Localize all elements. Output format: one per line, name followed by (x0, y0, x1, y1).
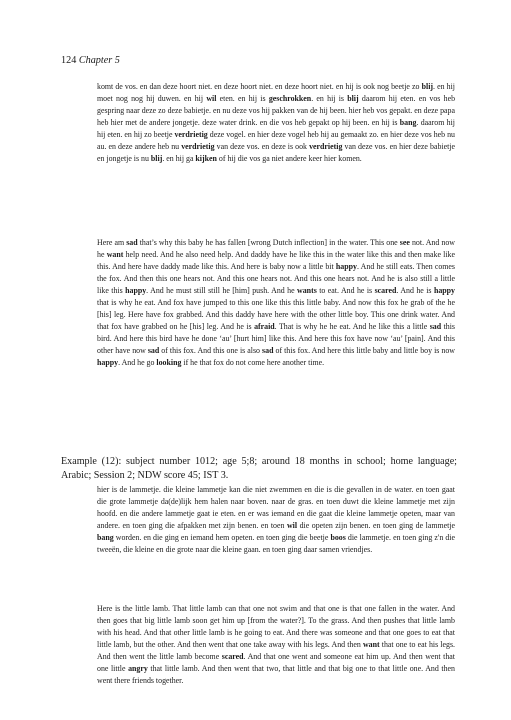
text-run: . en hij is (311, 94, 348, 104)
text-run: of this fox. And this one is also (159, 346, 263, 356)
emphasized-word: bang (97, 533, 114, 543)
text-run: this bird. And here this bird have he done ‘au’ [hurt him] like this. And here this fox have now ‘au’ [pain]. And this other have now (97, 322, 456, 356)
text-run: hier is de lammetje. die kleine lammetje kan die niet zwemmen en die is die gevallen in de water. en toen gaat die grote lammetje da(de)lijk hem halen naar boven. naar de gras. en toen duwt die kleine lammetje met zijn hoofd. en die andere lammetje gaat ie eten. en er was iemand en die gaat die kleine lammetje opeten, maar van andere. en toen ging die afpakken met zijn benen. en toen (97, 485, 455, 531)
running-header (61, 54, 120, 67)
emphasized-word: blij (421, 82, 434, 91)
emphasized-word: kijken (195, 154, 217, 164)
emphasized-word: scared (221, 652, 244, 662)
dutch-transcript-1 (97, 81, 455, 165)
emphasized-word: wil (206, 94, 217, 104)
text-run: . And he go (118, 358, 157, 368)
emphasized-word: wil (286, 521, 298, 531)
text-run: die lammetje. en toen ging z'n die tweeën, die kleine en die grote naar die kleine gaan. en toen ging daar samen vriendjes. (97, 533, 455, 555)
emphasized-word: verdrietig (309, 142, 343, 152)
text-run: that’s why this baby he has fallen [wrong Dutch inflection] in the water. This one (137, 238, 400, 247)
text-run: deze vogel. en hier deze vogel heb hij au gemaakt zo. en hier deze vos heb nu au. en deze andere heb nu (97, 130, 455, 152)
text-run: to eat. And he is (316, 286, 375, 296)
emphasized-word: happy (125, 286, 147, 296)
text-run: Here am (97, 238, 127, 247)
english-translation-1 (97, 237, 455, 370)
text-run: . And that one went and someone eat him up. And then went that one little (97, 652, 455, 674)
emphasized-word: afraid (254, 322, 275, 332)
emphasized-word: see (399, 238, 410, 247)
emphasized-word: verdrietig (174, 130, 208, 140)
text-run: . That is why he he eat. And he like this a little (274, 322, 430, 332)
emphasized-word: sad (429, 322, 442, 332)
text-run: die opeten zijn benen. en toen ging de lammetje (297, 521, 455, 531)
text-run: of this fox. And here this little baby and little boy is now (273, 346, 455, 356)
text-run: of hij die vos ga niet andere keer hier komen. (216, 154, 362, 164)
emphasized-word: blij (347, 94, 359, 104)
text-run: if he that fox do not come here another time. (181, 358, 325, 368)
emphasized-word: sad (147, 346, 160, 356)
emphasized-word: want (106, 250, 124, 260)
emphasized-word: verdrietig (181, 142, 215, 152)
example-12-heading: Example (12): subject number 1012; age 5;8; around 18 months in school; home language; Arabic; Session 2; NDW score 45; IST 3. (61, 456, 457, 481)
emphasized-word: blij (150, 154, 163, 164)
page-number: 124 (61, 55, 77, 66)
emphasized-word: looking (156, 358, 182, 368)
text-run: van deze vos. en hier deze babietje en jongetje is nu (97, 142, 456, 164)
text-run: help need. And he also need help. And daddy have he like this in the water like this and then make like this. And here have daddy made like this. And here is baby now a little bit (97, 250, 456, 272)
text-run: . en hij ga (162, 154, 196, 164)
emphasized-word: boos (330, 533, 346, 543)
text-run: . And he is (396, 286, 434, 296)
text-run: eten. en hij is (216, 94, 269, 104)
text-run: that is why he eat. And fox have jumped to this one like this this little baby. And now this fox he grab of the he [his] leg. Here have fox grabbed. And this daddy have here with the other little boy. This one drink water. And that fox have grabbed on he [his] leg. And he is (97, 298, 455, 332)
text-run: not. And now he (97, 238, 456, 260)
text-run: . And he must still still he [him] push. And he (146, 286, 298, 296)
emphasized-word: bang (399, 118, 417, 128)
dutch-transcript-2 (97, 484, 455, 556)
emphasized-word: angry (128, 664, 148, 674)
emphasized-word: geschrokken (268, 94, 312, 104)
text-run: . And he still eats. Then comes the fox. And then this one hears not. And this one hears not. And this one hears not. And he is also still a little like this (97, 262, 455, 296)
text-run: that little lamb. And then went that two, that little and that big one to that little one. And then went there friends together. (97, 664, 456, 686)
emphasized-word: sad (262, 346, 274, 356)
text-run: . en hij moet nog nog hij duwen. en hij (97, 82, 455, 104)
emphasized-word: want (362, 640, 380, 650)
text-run: daarom hij eten. en vos heb gespring naar deze zo deze babietje. en nu deze vos hij pakken van de hij been. hier heb vos gepakt. en deze papa heb hier met de andere jongetje. deze water drink. en die vos heb gepakt op hij been. en hij is (97, 94, 456, 128)
emphasized-word: sad (126, 238, 138, 247)
text-run: worden. en die ging en iemand hem opeten. en toen ging die beetje (113, 533, 331, 543)
english-translation-2 (97, 603, 455, 687)
emphasized-word: happy (335, 262, 357, 272)
text-run: van deze vos. en deze is ook (214, 142, 310, 152)
text-run: komt de vos. en dan deze hoort niet. en deze hoort niet. en deze hoort niet. en hij is ook nog beetje zo (97, 82, 422, 91)
chapter-title: Chapter 5 (78, 55, 120, 66)
emphasized-word: scared (374, 286, 397, 296)
text-run: . daarom hij hij eten. en hij zo beetje (97, 118, 455, 140)
text-run: Here is the little lamb. That little lamb can that one not swim and that one is that one fallen in the water. And then goes that big little lamb soon get him up [from the water?]. To the grass. And then pushes that little lamb with his head. And that other little lamb is he going to eat. And there was someone and that one goes to eat that little lamb, but the other. And then went that one take away with his legs. And then (97, 604, 455, 650)
emphasized-word: happy (97, 358, 119, 368)
text-run: that one to eat his legs. And then went the little lamb become (97, 640, 455, 662)
emphasized-word: happy (433, 286, 455, 296)
emphasized-word: wants (297, 286, 317, 296)
